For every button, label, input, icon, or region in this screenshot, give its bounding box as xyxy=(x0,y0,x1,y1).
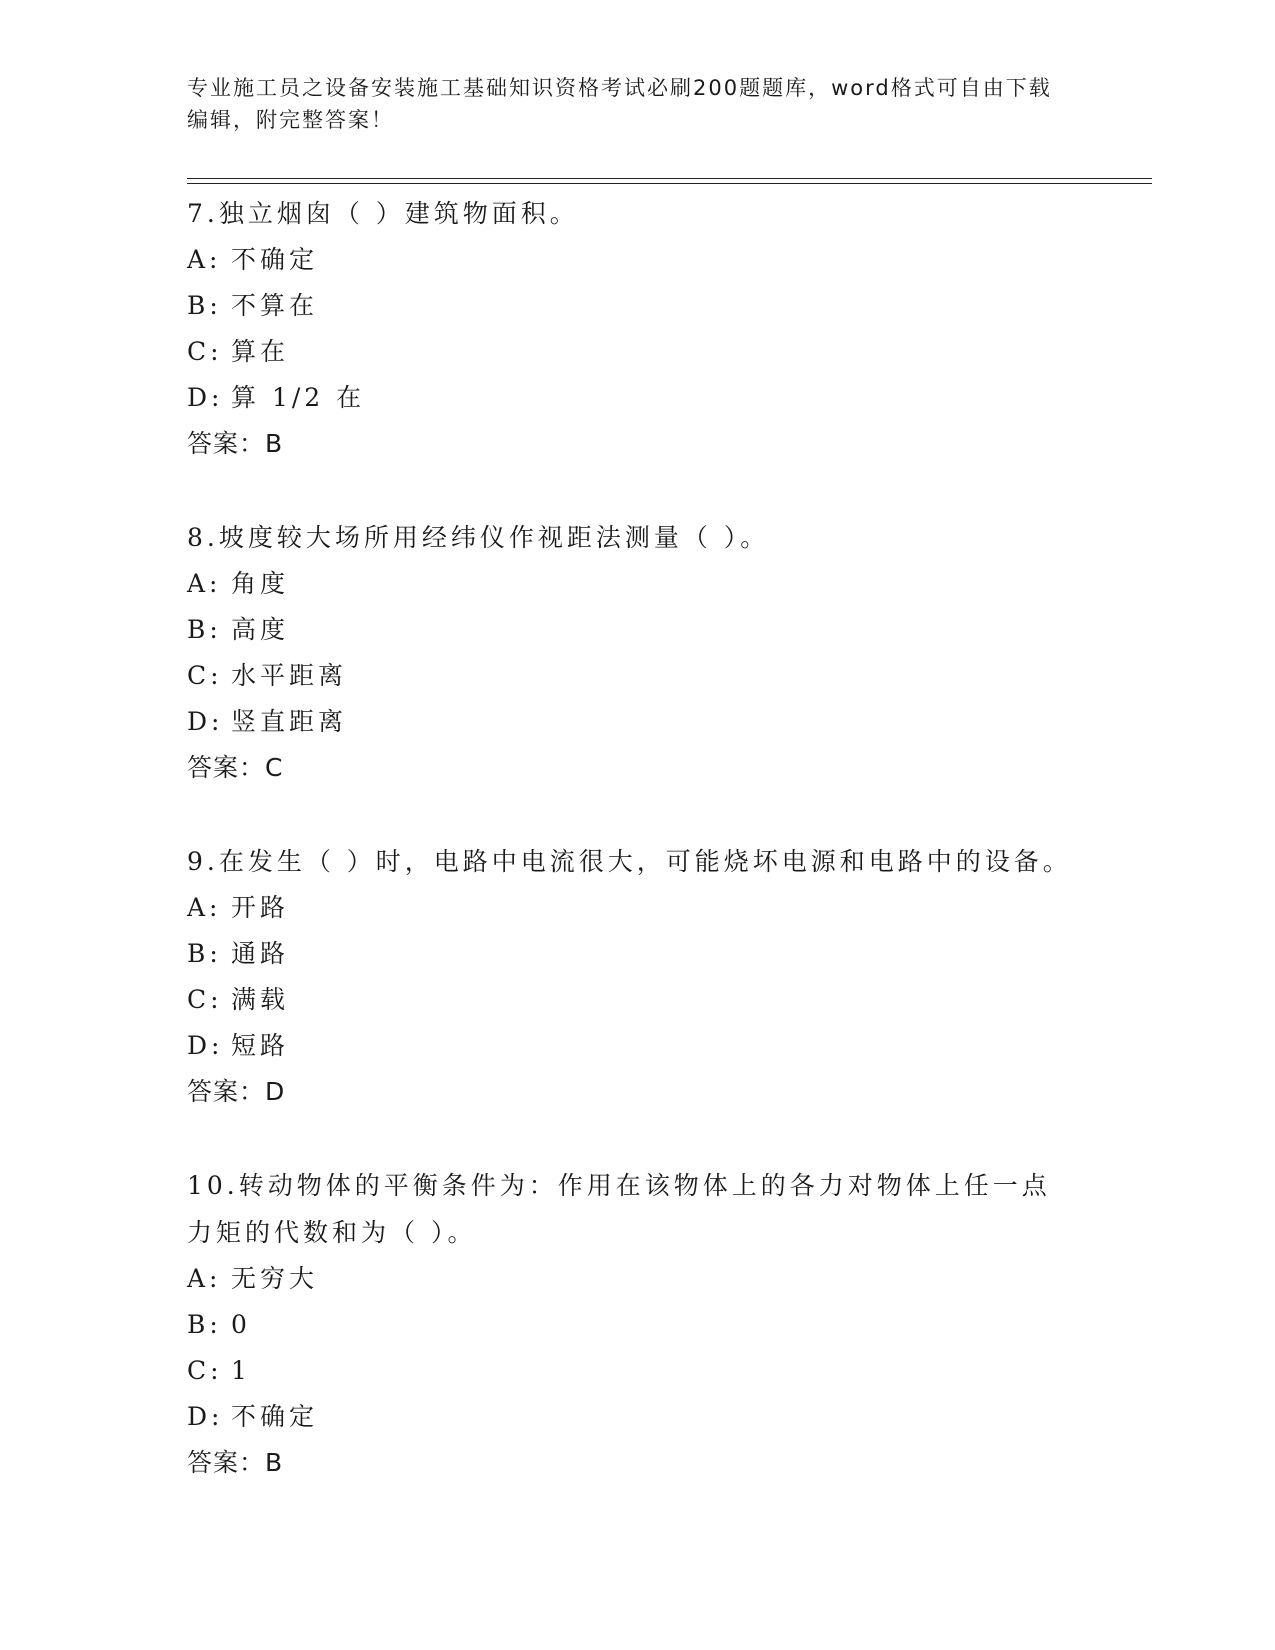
option-text: 无穷大 xyxy=(231,1264,319,1293)
option-text: 开路 xyxy=(231,893,290,922)
option-c xyxy=(187,1348,1087,1394)
option-text: 角度 xyxy=(231,569,290,598)
option-d xyxy=(187,699,1087,745)
option-b xyxy=(187,1302,1087,1348)
option-text: 竖直距离 xyxy=(231,707,348,736)
option-text: 算在 xyxy=(231,337,290,366)
question-stem: 8.坡度较大场所用经纬仪作视距法测量（ ）。 xyxy=(187,523,770,552)
answer-line: 答案：B xyxy=(187,1448,284,1477)
question-stem: 7.独立烟囱（ ）建筑物面积。 xyxy=(187,199,579,228)
option-b xyxy=(187,607,1087,653)
option-text: 1 xyxy=(231,1356,251,1385)
question-9 xyxy=(187,838,1087,1115)
option-key: A: xyxy=(187,245,222,274)
option-d xyxy=(187,1394,1087,1440)
option-c xyxy=(187,329,1087,375)
question-7 xyxy=(187,190,1087,467)
option-b xyxy=(187,931,1087,977)
question-stem: 10.转动物体的平衡条件为：作用在该物体上的各力对物体上任一点力矩的代数和为（ ）。 xyxy=(187,1171,1051,1247)
option-key: A: xyxy=(187,1264,222,1293)
option-d xyxy=(187,1023,1087,1069)
option-key: C: xyxy=(187,337,223,366)
option-key: C: xyxy=(187,1356,223,1385)
option-a xyxy=(187,885,1087,931)
option-key: A: xyxy=(187,569,222,598)
option-key: D: xyxy=(187,383,224,412)
option-key: C: xyxy=(187,661,223,690)
option-text: 不算在 xyxy=(231,291,319,320)
answer-line: 答案：B xyxy=(187,429,284,458)
header-divider-bottom xyxy=(187,183,1152,184)
option-c xyxy=(187,653,1087,699)
question-list xyxy=(187,190,1087,1533)
option-text: 不确定 xyxy=(231,245,319,274)
option-a xyxy=(187,561,1087,607)
option-a xyxy=(187,1256,1087,1302)
option-text: 算 1/2 在 xyxy=(231,383,366,412)
option-key: B: xyxy=(187,1310,222,1339)
document-header: 专业施工员之设备安装施工基础知识资格考试必刷200题题库，word格式可自由下载编辑，附完整答案！ xyxy=(187,76,1052,132)
option-key: C: xyxy=(187,985,223,1014)
option-text: 不确定 xyxy=(231,1402,319,1431)
option-text: 高度 xyxy=(231,615,290,644)
option-c xyxy=(187,977,1087,1023)
option-key: D: xyxy=(187,1402,224,1431)
question-stem: 9.在发生（ ）时，电路中电流很大，可能烧坏电源和电路中的设备。 xyxy=(187,847,1072,876)
option-key: D: xyxy=(187,1031,224,1060)
option-text: 水平距离 xyxy=(231,661,348,690)
question-10 xyxy=(187,1162,1087,1486)
option-key: D: xyxy=(187,707,224,736)
question-8 xyxy=(187,514,1087,791)
option-text: 短路 xyxy=(231,1031,290,1060)
option-key: A: xyxy=(187,893,222,922)
option-b xyxy=(187,283,1087,329)
option-key: B: xyxy=(187,291,222,320)
option-d xyxy=(187,375,1087,421)
option-text: 通路 xyxy=(231,939,290,968)
option-key: B: xyxy=(187,615,222,644)
header-divider-top xyxy=(187,178,1152,179)
option-text: 满载 xyxy=(231,985,290,1014)
answer-line: 答案：C xyxy=(187,753,284,782)
option-text: 0 xyxy=(231,1310,251,1339)
answer-line: 答案：D xyxy=(187,1077,286,1106)
option-key: B: xyxy=(187,939,222,968)
option-a xyxy=(187,237,1087,283)
